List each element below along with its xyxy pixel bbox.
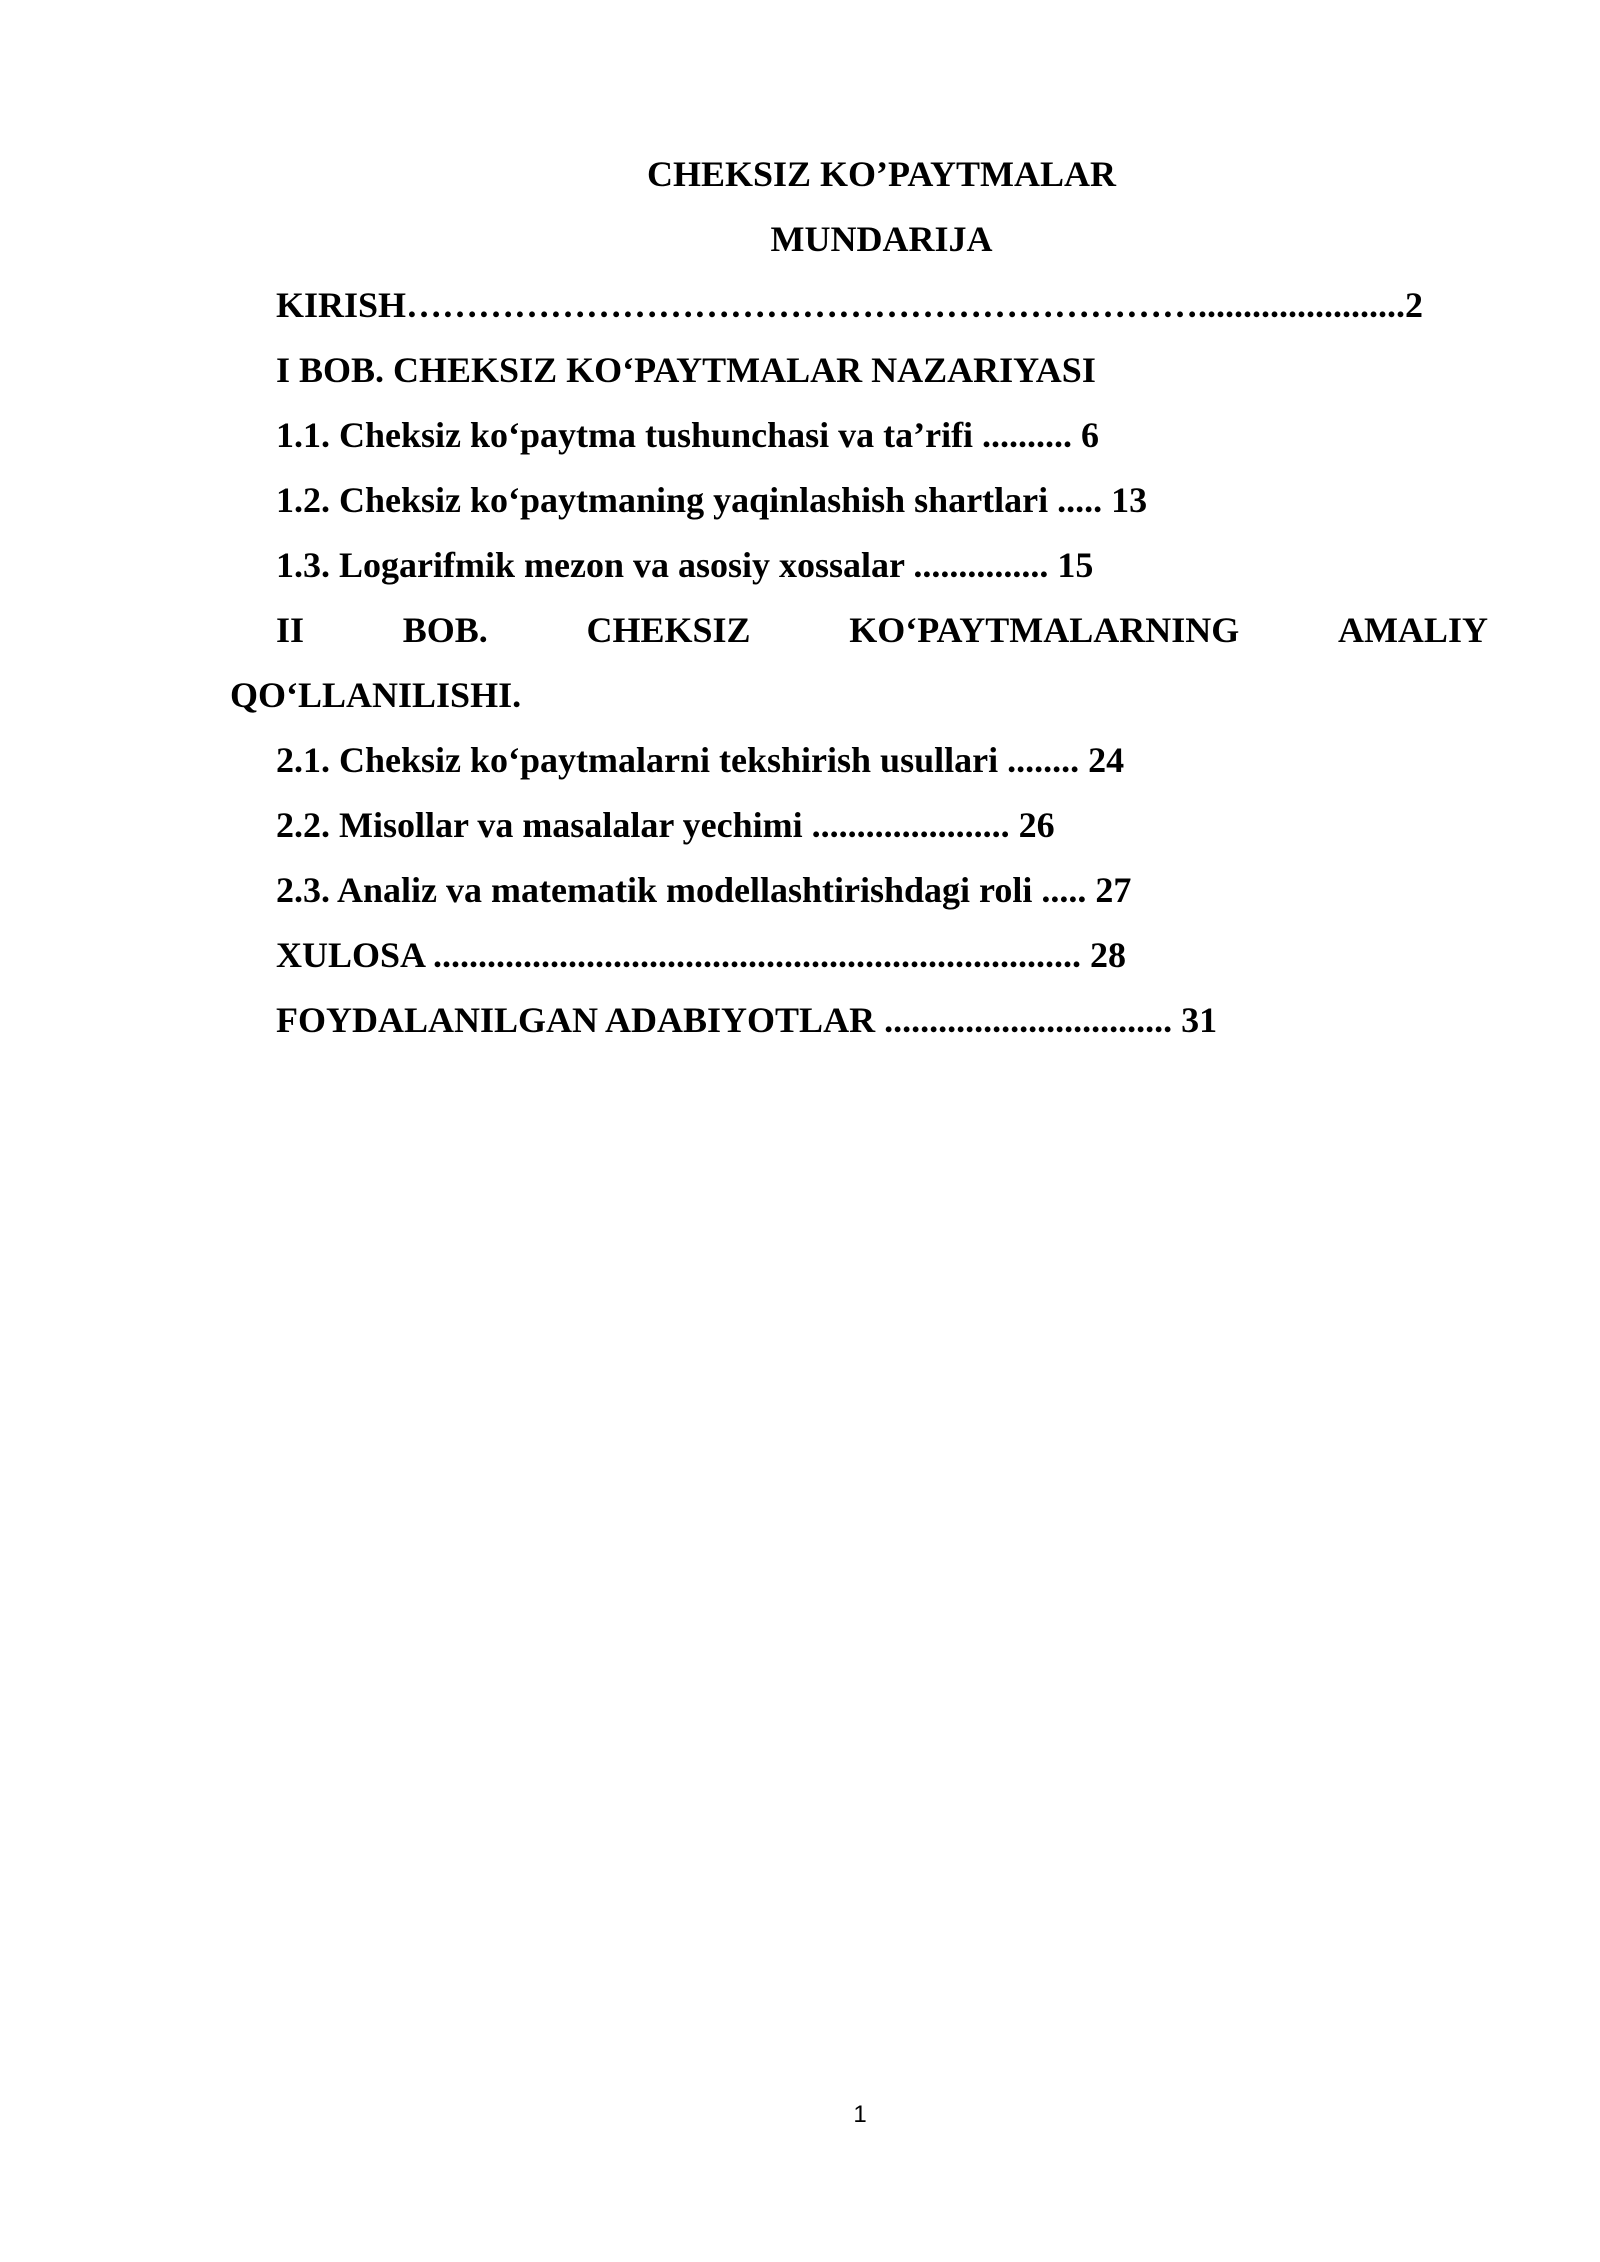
chapter-2-word: KO‘PAYTMALARNING xyxy=(849,610,1240,650)
document-title: CHEKSIZ KO’PAYTMALAR xyxy=(646,154,1117,194)
toc-entry-section-1-2: 1.2. Cheksiz ko‘paytmaning yaqinlashish shartlari ..... 13 xyxy=(276,480,1148,520)
toc-entry-section-1-3: 1.3. Logarifmik mezon va asosiy xossalar ............... 15 xyxy=(276,545,1094,585)
toc-entry-section-2-2: 2.2. Misollar va masalalar yechimi ...................... 26 xyxy=(276,805,1055,845)
chapter-2-word: AMALIY xyxy=(1337,610,1488,650)
toc-entry-section-2-3: 2.3. Analiz va matematik modellashtirishdagi roli ..... 27 xyxy=(276,870,1132,910)
toc-entry-kirish: KIRISH………………………………………………………….......................2 xyxy=(276,285,1424,325)
page-number: 1 xyxy=(853,2101,867,2128)
toc-entry-section-2-1: 2.1. Cheksiz ko‘paytmalarni tekshirish usullari ........ 24 xyxy=(276,740,1125,780)
toc-entry-xulosa: XULOSA ........................................................................ 28 xyxy=(276,935,1127,975)
toc-heading: MUNDARIJA xyxy=(770,219,993,259)
toc-entry-section-1-1: 1.1. Cheksiz ko‘paytma tushunchasi va ta’rifi .......... 6 xyxy=(276,415,1100,455)
toc-entry-chapter-2 xyxy=(276,608,1488,652)
chapter-2-word: CHEKSIZ xyxy=(586,610,751,650)
chapter-2-word: BOB. xyxy=(402,610,488,650)
toc-entry-adabiyotlar: FOYDALANILGAN ADABIYOTLAR ................................ 31 xyxy=(276,1000,1218,1040)
toc-entry-chapter-2-continuation: QO‘LLANILISHI. xyxy=(230,675,522,715)
chapter-2-word: II xyxy=(276,610,305,650)
toc-entry-chapter-1: I BOB. CHEKSIZ KO‘PAYTMALAR NAZARIYASI xyxy=(276,350,1096,390)
